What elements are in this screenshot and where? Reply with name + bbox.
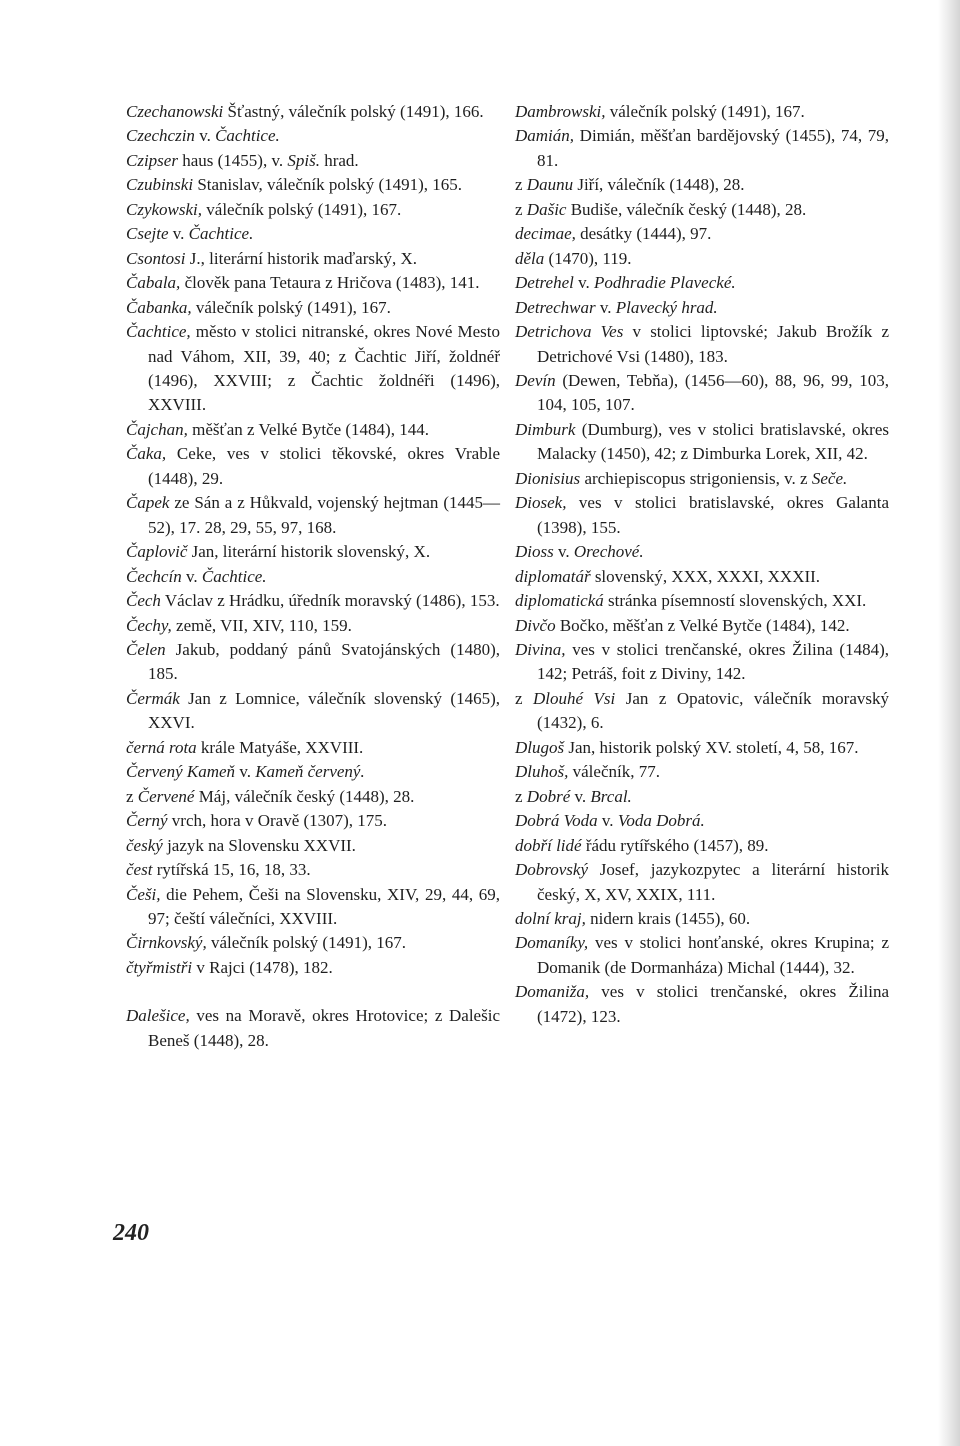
entry-reference: Čachtice.: [188, 224, 254, 244]
index-entry: [126, 247, 500, 271]
entry-headword: Csejte: [126, 224, 169, 244]
entry-text: die Pehem, Češi na Slovensku, XIV, 29, 44, 69, 97; čeští válečníci, XXVIII.: [148, 884, 500, 928]
index-entry: [126, 565, 500, 589]
entry-prefix: z: [515, 688, 534, 708]
index-entry: [515, 834, 889, 858]
entry-headword: Czubinski: [126, 175, 194, 195]
entry-headword: Češi,: [126, 884, 161, 904]
entry-headword: Červený Kameň: [126, 762, 236, 782]
entry-headword: Damián,: [515, 126, 575, 146]
entry-headword: Čermák: [126, 688, 180, 708]
entry-headword: Čaka,: [126, 444, 167, 464]
entry-headword: Dionisius: [515, 468, 581, 488]
entry-text: válečník polský (1491), 167.: [206, 933, 406, 953]
entry-headword: čest: [126, 860, 153, 880]
index-entry: [515, 687, 889, 736]
index-entry: [515, 320, 889, 369]
entry-headword: černá rota: [126, 737, 197, 757]
index-entry: [126, 418, 500, 442]
index-entry: [515, 614, 889, 638]
entry-text: J., literární historik maďarský, X.: [185, 248, 418, 268]
index-entry: [515, 785, 889, 809]
index-entry: [515, 369, 889, 418]
entry-headword: Dašic: [526, 199, 567, 219]
index-entry: [126, 809, 500, 833]
index-entry: [126, 271, 500, 295]
index-entry: [515, 589, 889, 613]
entry-reference: Podhradie Plavecké.: [594, 273, 736, 293]
entry-headword: Diosek,: [515, 493, 567, 513]
entry-headword: Čelen: [126, 639, 166, 659]
entry-text: ze Sán a z Hůkvald, vojenský hejtman (1445—52), 17. 28, 29, 55, 97, 168.: [148, 493, 500, 537]
index-entry: [126, 589, 500, 613]
entry-reference: Brcal.: [590, 786, 632, 806]
index-entry: [515, 565, 889, 589]
entry-headword: Čech: [126, 591, 161, 611]
index-entry: [126, 540, 500, 564]
entry-headword: Dobrá Voda: [515, 811, 598, 831]
entry-headword: Dlouhé Vsi: [533, 688, 616, 708]
entry-text: Šťastný, válečník polský (1491), 166.: [223, 102, 484, 121]
index-entry: [515, 858, 889, 907]
entry-text: (1470), 119.: [544, 248, 632, 268]
entry-reference: Orechové.: [573, 542, 644, 562]
entry-text: ves v stolici trenčanské, okres Žilina (1484), 142; Petráš, foit z Diviny, 142.: [537, 639, 889, 684]
entry-headword: Dioss: [515, 542, 554, 562]
entry-headword: Čirnkovský,: [126, 933, 207, 953]
index-entry: [515, 247, 889, 271]
entry-reference: Spiš.: [287, 150, 320, 170]
index-entry: [126, 858, 500, 882]
entry-headword: Daunu: [526, 175, 574, 195]
page-number: 240: [113, 1220, 149, 1246]
index-entry: [515, 931, 889, 980]
entry-headword: Dambrowski,: [515, 102, 606, 121]
entry-headword: diplomatář: [515, 566, 591, 586]
entry-prefix: z: [515, 786, 527, 806]
entry-headword: Dalešice,: [126, 1006, 190, 1026]
entry-prefix: z: [515, 175, 527, 195]
index-entry: [126, 100, 500, 124]
entry-text: Josef, jazykozpytec a literární historik český, X, XV, XXIX, 111.: [537, 860, 889, 904]
index-entry: [126, 883, 500, 932]
entry-headword: děla: [515, 248, 545, 268]
entry-text: v.: [570, 786, 591, 806]
index-entry: [126, 956, 500, 980]
index-entry: [126, 124, 500, 148]
index-entry: [515, 809, 889, 833]
entry-reference: Kameň červený.: [255, 762, 365, 782]
entry-headword: Čaplovič: [126, 542, 188, 562]
index-entry: [126, 442, 500, 491]
index-entry: [126, 638, 500, 687]
entry-headword: Dobrovský: [515, 860, 589, 880]
entry-headword: Dobré: [526, 786, 571, 806]
index-entry: [515, 418, 889, 467]
index-entry: [515, 100, 889, 124]
entry-text: nidern krais (1455), 60.: [585, 908, 751, 928]
entry-text: v.: [181, 566, 202, 586]
entry-headword: Čechy,: [126, 615, 172, 635]
entry-text: město v stolici nitranské, okres Nové Mesto nad Váhom, XII, 39, 40; z Čachtic Jiří, žoldnéř (1496), XXVIII; z Čachtic žoldnéři (1496), XXVIII.: [148, 322, 500, 415]
entry-headword: český: [126, 835, 163, 855]
index-entry: [126, 296, 500, 320]
index-entry: [515, 540, 889, 564]
entry-text: Budiše, válečník český (1448), 28.: [566, 199, 807, 219]
entry-text: ves v stolici trenčanské, okres Žilina (1472), 123.: [537, 982, 889, 1026]
entry-reference: Plavecký hrad.: [615, 297, 718, 317]
entry-text: v Rajci (1478), 182.: [192, 957, 333, 977]
index-entry: [126, 834, 500, 858]
entry-headword: Čabala,: [126, 273, 181, 293]
entry-text: v.: [194, 126, 216, 146]
entry-text: měšťan z Velké Bytče (1484), 144.: [187, 419, 429, 439]
index-entry: [515, 271, 889, 295]
index-entry: [126, 491, 500, 540]
entry-text: v.: [595, 297, 616, 317]
entry-text: slovenský, XXX, XXXI, XXXII.: [590, 566, 821, 586]
entry-headword: Čajchan,: [126, 419, 188, 439]
entry-text: v.: [168, 224, 189, 244]
entry-text: člověk pana Tetaura z Hričova (1483), 141.: [180, 273, 480, 293]
entry-text: jazyk na Slovensku XXVII.: [162, 835, 356, 855]
entry-headword: Domaniža,: [515, 982, 590, 1002]
index-entry: [126, 173, 500, 197]
index-entry: [515, 980, 889, 1029]
entry-text: Máj, válečník český (1448), 28.: [194, 786, 415, 806]
index-entry: [515, 467, 889, 491]
entry-headword: decimae,: [515, 224, 576, 244]
entry-text: (Dumburg), ves v stolici bratislavské, okres Malacky (1450), 42; z Dimburka Lorek, XII, 42.: [537, 419, 889, 464]
entry-text: ves na Moravě, okres Hrotovice; z Dalešic Beneš (1448), 28.: [148, 1006, 500, 1050]
entry-headword: čtyřmistři: [126, 957, 193, 977]
index-entry: [126, 1004, 500, 1053]
entry-headword: Czechanowski: [126, 102, 224, 121]
index-entry: [126, 614, 500, 638]
index-entry: [126, 736, 500, 760]
index-entry: [515, 173, 889, 197]
left-index-column: [126, 100, 500, 1053]
entry-text: Bočko, měšťan z Velké Bytče (1484), 142.: [555, 615, 850, 635]
entry-text: stránka písemností slovenských, XXI.: [603, 591, 867, 611]
right-index-column: [515, 100, 889, 1029]
entry-text: válečník, 77.: [568, 762, 660, 782]
entry-prefix: z: [515, 199, 527, 219]
entry-text: Jan z Opatovic, válečník moravský (1432), 6.: [537, 688, 889, 733]
entry-prefix: z: [126, 786, 138, 806]
entry-headword: Detrichova Ves: [515, 322, 624, 342]
index-entry: [126, 320, 500, 418]
entry-text-after: hrad.: [319, 150, 359, 170]
entry-reference: Čachtice.: [201, 566, 267, 586]
entry-text: země, VII, XIV, 110, 159.: [171, 615, 352, 635]
entry-headword: Dimburk: [515, 419, 576, 439]
entry-headword: Divčo: [515, 615, 556, 635]
entry-text: ves v stolici bratislavské, okres Galanta (1398), 155.: [537, 493, 889, 537]
entry-text: Jan z Lomnice, válečník slovenský (1465), XXVI.: [148, 688, 500, 733]
entry-text: řádu rytířského (1457), 89.: [581, 835, 769, 855]
index-entry: [515, 491, 889, 540]
entry-text: válečník polský (1491), 167.: [202, 199, 402, 219]
entry-text: desátky (1444), 97.: [575, 224, 712, 244]
entry-text: válečník polský (1491), 167.: [191, 297, 391, 317]
entry-text: rytířská 15, 16, 18, 33.: [152, 860, 311, 880]
entry-headword: Dlugoš: [515, 737, 565, 757]
entry-reference: Čachtice.: [215, 126, 280, 146]
entry-headword: Čachtice,: [126, 322, 191, 342]
entry-text: válečník polský (1491), 167.: [605, 102, 805, 121]
index-entry: [126, 687, 500, 736]
entry-headword: Csontosi: [126, 248, 186, 268]
entry-headword: Dluhoš,: [515, 762, 569, 782]
entry-headword: Červené: [137, 786, 195, 806]
entry-headword: Devín: [515, 370, 556, 390]
index-entry: [515, 222, 889, 246]
index-entry: [126, 760, 500, 784]
page-edge-shadow: [938, 0, 960, 1446]
entry-text: vrch, hora v Oravě (1307), 175.: [167, 811, 388, 831]
entry-text: Jan, literární historik slovenský, X.: [187, 542, 431, 562]
entry-text: Jan, historik polský XV. století, 4, 58, 167.: [564, 737, 859, 757]
entry-text: Jiří, válečník (1448), 28.: [573, 175, 745, 195]
index-entry: [515, 736, 889, 760]
entry-headword: dobří lidé: [515, 835, 582, 855]
entry-text: krále Matyáše, XXVIII.: [196, 737, 364, 757]
entry-text: archiepiscopus strigoniensis, v. z: [580, 468, 812, 488]
index-entry: [126, 222, 500, 246]
entry-headword: Czykowski,: [126, 199, 203, 219]
index-entry: [126, 785, 500, 809]
entry-text: v.: [553, 542, 574, 562]
entry-headword: dolní kraj,: [515, 908, 586, 928]
index-entry: [126, 198, 500, 222]
index-entry: [515, 124, 889, 173]
entry-text: (Dewen, Tebňa), (1456—60), 88, 96, 99, 103, 104, 105, 107.: [537, 370, 889, 415]
entry-headword: Czechczin: [126, 126, 195, 146]
entry-headword: Divina,: [515, 639, 566, 659]
entry-headword: Čechcín: [126, 566, 182, 586]
entry-text: ves v stolici honťanské, okres Krupina; z Domanik (de Dormanháza) Michal (1444), 32.: [537, 933, 889, 977]
entry-headword: Čapek: [126, 493, 170, 513]
index-entry: [515, 198, 889, 222]
entry-headword: Detrehel: [515, 273, 574, 293]
entry-text: v.: [597, 811, 618, 831]
entry-headword: Detrechwar: [515, 297, 596, 317]
index-entry: [515, 760, 889, 784]
index-entry: [126, 149, 500, 173]
index-entry: [515, 638, 889, 687]
entry-reference: Seče.: [811, 468, 848, 488]
entry-text: Ceke, ves v stolici těkovské, okres Vrable (1448), 29.: [148, 444, 500, 488]
entry-headword: diplomatická: [515, 591, 604, 611]
entry-text: haus (1455), v.: [177, 150, 288, 170]
entry-headword: Čabanka,: [126, 297, 192, 317]
entry-headword: Czipser: [126, 150, 178, 170]
entry-text: Stanislav, válečník polský (1491), 165.: [193, 175, 463, 195]
entry-reference: Voda Dobrá.: [617, 811, 705, 831]
entry-headword: Domaníky,: [515, 933, 589, 953]
entry-text: Václav z Hrádku, úředník moravský (1486), 153.: [160, 591, 500, 611]
entry-text: Dimián, měšťan bardějovský (1455), 74, 79, 81.: [537, 126, 889, 170]
entry-text: v.: [573, 273, 595, 293]
index-entry: [515, 296, 889, 320]
entry-text: v stolici liptovské; Jakub Brožík z Detrichové Vsi (1480), 183.: [537, 322, 889, 366]
index-entry: [515, 907, 889, 931]
index-entry: [126, 931, 500, 955]
entry-text: v.: [235, 762, 256, 782]
entry-text: Jakub, poddaný pánů Svatojánských (1480), 185.: [148, 639, 500, 684]
entry-headword: Černý: [126, 811, 168, 831]
